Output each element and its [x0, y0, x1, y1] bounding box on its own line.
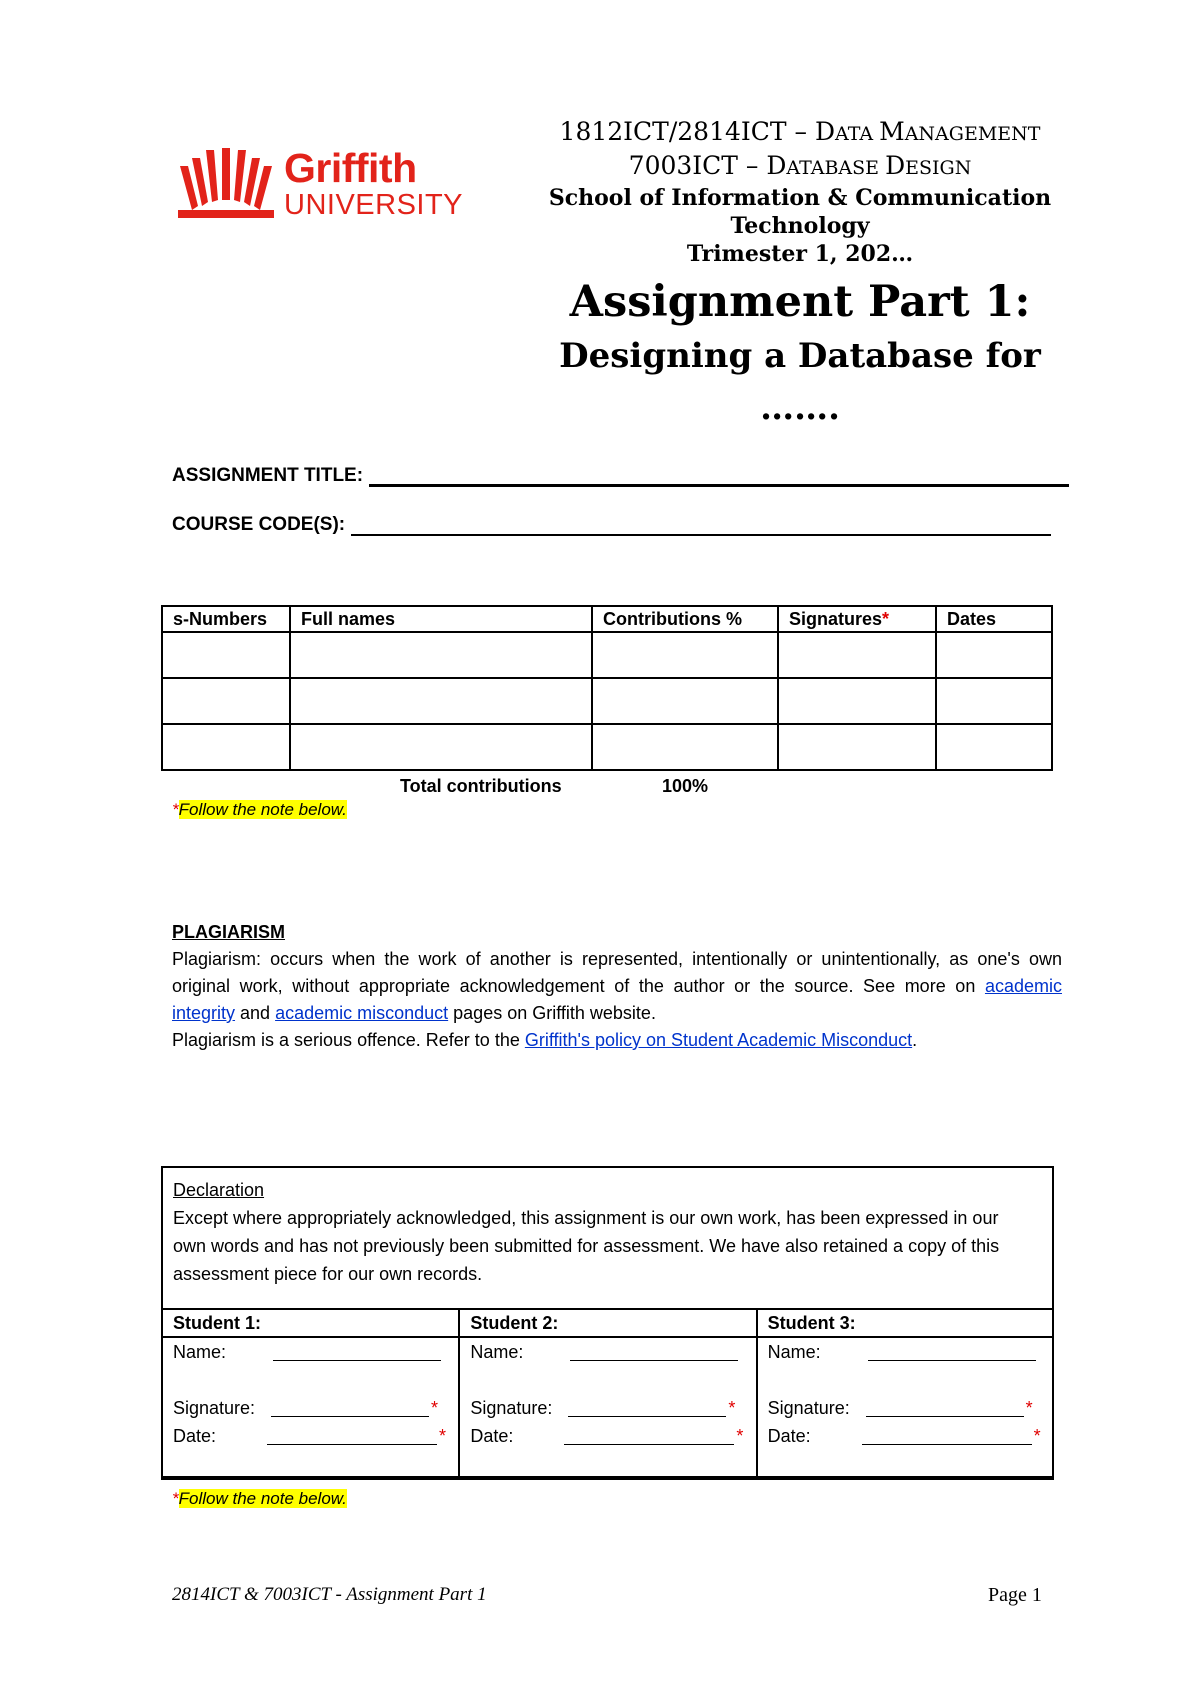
griffith-logo: [178, 146, 478, 220]
signature-label: Signature:: [767, 1398, 850, 1418]
required-star: *: [1025, 1398, 1033, 1418]
course1-code: 1812ICT/2814ICT –: [559, 117, 815, 146]
table-cell[interactable]: [162, 724, 290, 770]
course2-code: 7003ICT –: [628, 151, 767, 180]
plagiarism-paragraph-2: [172, 1027, 1062, 1053]
assignment-title-line[interactable]: [369, 464, 1069, 487]
student-signatures-table: [161, 1308, 1054, 1478]
column-header-dates: Dates: [936, 606, 1052, 632]
signature-line[interactable]: [271, 1394, 429, 1417]
note-text: Follow the note below.: [178, 800, 347, 819]
date-label: Date:: [470, 1426, 514, 1446]
course1-name-part: ANAGEMENT: [904, 123, 1041, 145]
required-star: *: [882, 609, 890, 629]
date-label: Date:: [767, 1426, 811, 1446]
course-codes-field: [172, 514, 1051, 536]
plagiarism-text: .: [912, 1030, 918, 1050]
declaration-text-block: [173, 1176, 1033, 1288]
table-cell[interactable]: [162, 632, 290, 678]
table-row: [162, 632, 1052, 678]
declaration-statement: Except where appropriately acknowledged, this assignment is our own work, has been expressed in our own words and has not previously been submitted for assessment. We have also retained a copy of this assessment piece for our own records.: [173, 1208, 1000, 1284]
follow-note-top: [172, 800, 347, 820]
name-label: Name:: [470, 1342, 524, 1362]
course-codes-label: COURSE CODE(S):: [172, 514, 346, 535]
required-star: *: [728, 1398, 736, 1418]
course2-name-part: ESIGN: [905, 157, 972, 179]
plagiarism-text: Plagiarism is a serious offence. Refer to the: [172, 1030, 525, 1050]
student-name-row: [768, 1338, 1042, 1366]
name-line[interactable]: [273, 1338, 441, 1361]
name-label: Name:: [767, 1342, 821, 1362]
student-date-row: [768, 1422, 1042, 1450]
document-subtitle-line-1: Designing a Database for: [559, 336, 1041, 376]
declaration-heading: Declaration: [173, 1180, 265, 1200]
date-line[interactable]: [862, 1422, 1032, 1445]
note-text: Follow the note below.: [178, 1489, 347, 1508]
column-header-s-numbers: s-Numbers: [162, 606, 290, 632]
table-cell[interactable]: [936, 724, 1052, 770]
signatures-header-text: Signatures: [789, 609, 883, 629]
date-label: Date:: [173, 1426, 217, 1446]
footer-course-label: 2814ICT & 7003ICT - Assignment Part 1: [172, 1584, 487, 1605]
student-3-fields: [757, 1337, 1053, 1477]
course1-name-part: ATA: [835, 123, 880, 145]
student-signature-row: [173, 1394, 448, 1422]
student-2-header: Student 2:: [459, 1309, 756, 1337]
required-star: *: [172, 1489, 179, 1508]
student-signature-row: [470, 1394, 745, 1422]
signature-line[interactable]: [568, 1394, 726, 1417]
course2-name-part: ATABASE: [786, 157, 886, 179]
students-fields-row: [162, 1337, 1053, 1477]
table-cell[interactable]: [290, 678, 592, 724]
table-cell[interactable]: [778, 632, 936, 678]
name-line[interactable]: [570, 1338, 738, 1361]
name-line[interactable]: [868, 1338, 1036, 1361]
column-header-full-names: Full names: [290, 606, 592, 632]
follow-note-bottom: [172, 1489, 347, 1509]
plagiarism-text: pages on Griffith website.: [448, 1003, 656, 1023]
column-header-contributions: Contributions %: [592, 606, 778, 632]
table-cell[interactable]: [592, 724, 778, 770]
trimester: Trimester 1, 202…: [686, 241, 914, 267]
table-cell[interactable]: [778, 724, 936, 770]
contributions-table: [161, 605, 1053, 771]
student-date-row: [470, 1422, 745, 1450]
academic-misconduct-link[interactable]: academic misconduct: [275, 1003, 449, 1023]
assignment-title-field: [172, 464, 1069, 487]
required-star: *: [431, 1398, 439, 1418]
required-star: *: [736, 1426, 744, 1446]
table-cell[interactable]: [592, 632, 778, 678]
plagiarism-paragraph-1: [172, 946, 1062, 1027]
table-header-row: [162, 606, 1052, 632]
students-header-row: [162, 1309, 1053, 1337]
required-star: *: [172, 800, 179, 819]
signature-label: Signature:: [470, 1398, 553, 1418]
academic-integrity-link[interactable]: academic integrity: [172, 976, 1062, 1023]
assignment-title-label: ASSIGNMENT TITLE:: [172, 465, 364, 486]
logo-university: UNIVERSITY: [284, 189, 464, 221]
table-cell[interactable]: [592, 678, 778, 724]
student-3-header: Student 3:: [757, 1309, 1053, 1337]
table-cell[interactable]: [162, 678, 290, 724]
school-name-line-1: School of Information & Communication: [548, 185, 1052, 211]
school-name-line-2: Technology: [730, 213, 870, 239]
table-row: [162, 678, 1052, 724]
table-row: [162, 724, 1052, 770]
course-codes-line[interactable]: [351, 514, 1051, 536]
document-subtitle-line-2: …….: [760, 388, 840, 428]
table-cell[interactable]: [290, 724, 592, 770]
table-cell[interactable]: [936, 632, 1052, 678]
table-cell[interactable]: [778, 678, 936, 724]
student-name-row: [470, 1338, 745, 1366]
signature-line[interactable]: [866, 1394, 1024, 1417]
course1-name-part: M: [879, 117, 905, 146]
student-2-fields: [459, 1337, 756, 1477]
declaration-box: [161, 1166, 1054, 1480]
plagiarism-text: and: [235, 1003, 276, 1023]
plagiarism-heading: PLAGIARISM: [172, 922, 286, 942]
misconduct-policy-link[interactable]: Griffith's policy on Student Academic Misconduct: [524, 1030, 913, 1050]
date-line[interactable]: [564, 1422, 734, 1445]
student-name-row: [173, 1338, 448, 1366]
course-line-1: [470, 116, 1130, 150]
required-star: *: [1033, 1426, 1041, 1446]
table-cell[interactable]: [290, 632, 592, 678]
date-line[interactable]: [267, 1422, 437, 1445]
required-star: *: [439, 1426, 447, 1446]
page-number: Page 1: [988, 1584, 1042, 1606]
name-label: Name:: [173, 1342, 227, 1362]
student-1-fields: [162, 1337, 459, 1477]
student-date-row: [173, 1422, 448, 1450]
logo-name: Griffith: [284, 145, 417, 191]
total-contributions-label: Total contributions: [400, 776, 562, 796]
course2-name-part: D: [766, 151, 787, 180]
student-1-header: Student 1:: [162, 1309, 459, 1337]
document-title: Assignment Part 1:: [569, 277, 1031, 327]
course-line-2: [470, 150, 1130, 184]
column-header-signatures: [778, 606, 936, 632]
table-cell[interactable]: [936, 678, 1052, 724]
signature-label: Signature:: [173, 1398, 256, 1418]
course1-name-part: D: [814, 117, 836, 146]
total-contributions-value: 100%: [662, 776, 709, 796]
plagiarism-section: [172, 918, 1062, 1053]
griffith-emblem-icon: [178, 146, 274, 220]
logo-wordmark: [284, 146, 463, 220]
document-header: [470, 116, 1130, 434]
student-signature-row: [768, 1394, 1042, 1422]
course2-name-part: D: [885, 151, 906, 180]
plagiarism-text: Plagiarism: occurs when the work of another is represented, intentionally or unintentionally, as one's own original work, without appropriate acknowledgement of the author or the source. See more on: [172, 949, 1062, 996]
